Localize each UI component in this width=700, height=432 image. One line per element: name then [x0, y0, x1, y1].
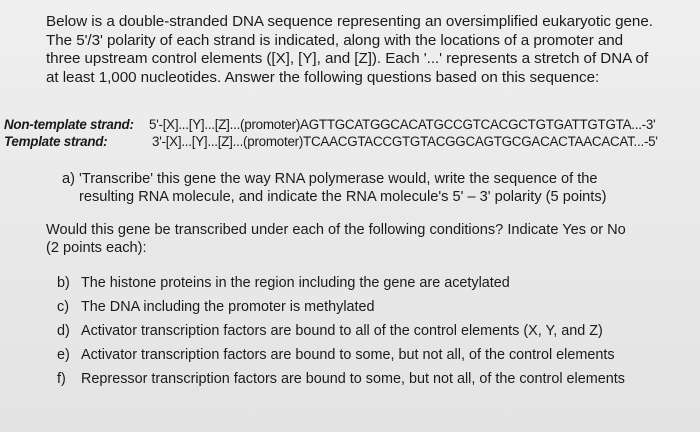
conditions-list: [57, 275, 625, 395]
conditions-header-line-2: (2 points each):: [46, 240, 147, 257]
condition-item-d: [57, 323, 625, 347]
intro-line: three upstream control elements ([X], [Y], and [Z]). Each '...' represents a stretch of DNA of: [46, 50, 649, 68]
condition-item-c: [57, 299, 625, 323]
condition-text: The histone proteins in the region including the gene are acetylated: [81, 275, 510, 291]
condition-text: The DNA including the promoter is methylated: [81, 299, 375, 315]
nontemplate-strand-sequence: 5'-[X]...[Y]...[Z]...(promoter)AGTTGCATGGCACATGCCGTCACGCTGTGATTGTGTA...-3': [149, 117, 656, 132]
template-strand: [4, 134, 658, 149]
condition-item-f: [57, 371, 625, 395]
condition-letter: e): [57, 347, 70, 363]
condition-text: Activator transcription factors are bound to some, but not all, of the control elements: [81, 347, 615, 363]
nontemplate-strand-label: Non-template strand:: [4, 117, 134, 132]
condition-item-e: [57, 347, 625, 371]
condition-letter: c): [57, 299, 69, 315]
question-a-line-1: a) 'Transcribe' this gene the way RNA polymerase would, write the sequence of the: [62, 171, 598, 187]
condition-item-b: [57, 275, 625, 299]
condition-letter: b): [57, 275, 70, 291]
question-a-line-2: resulting RNA molecule, and indicate the RNA molecule's 5' – 3' polarity (5 points): [79, 189, 607, 206]
template-strand-sequence: 3'-[X]...[Y]...[Z]...(promoter)TCAACGTACCGTGTACGGCAGTGCGACACTAACACAT...-5': [152, 134, 658, 149]
nontemplate-strand: [4, 117, 655, 132]
condition-letter: d): [57, 323, 70, 339]
intro-line: Below is a double-stranded DNA sequence representing an oversimplified eukaryotic gene.: [46, 13, 653, 30]
conditions-header: [46, 221, 686, 258]
question-a: [62, 170, 662, 207]
condition-letter: f): [57, 371, 66, 387]
intro-paragraph: [46, 13, 686, 87]
condition-text: Repressor transcription factors are bound to some, but not all, of the control elements: [81, 371, 625, 387]
intro-line: The 5'/3' polarity of each strand is indicated, along with the locations of a promoter and: [46, 31, 624, 49]
intro-line: at least 1,000 nucleotides. Answer the following questions based on this sequence:: [46, 68, 600, 86]
conditions-header-line-1: Would this gene be transcribed under each of the following conditions? Indicate Yes or No: [46, 222, 626, 238]
template-strand-label: Template strand:: [4, 134, 108, 149]
condition-text: Activator transcription factors are bound to all of the control elements (X, Y, and Z): [81, 323, 603, 339]
